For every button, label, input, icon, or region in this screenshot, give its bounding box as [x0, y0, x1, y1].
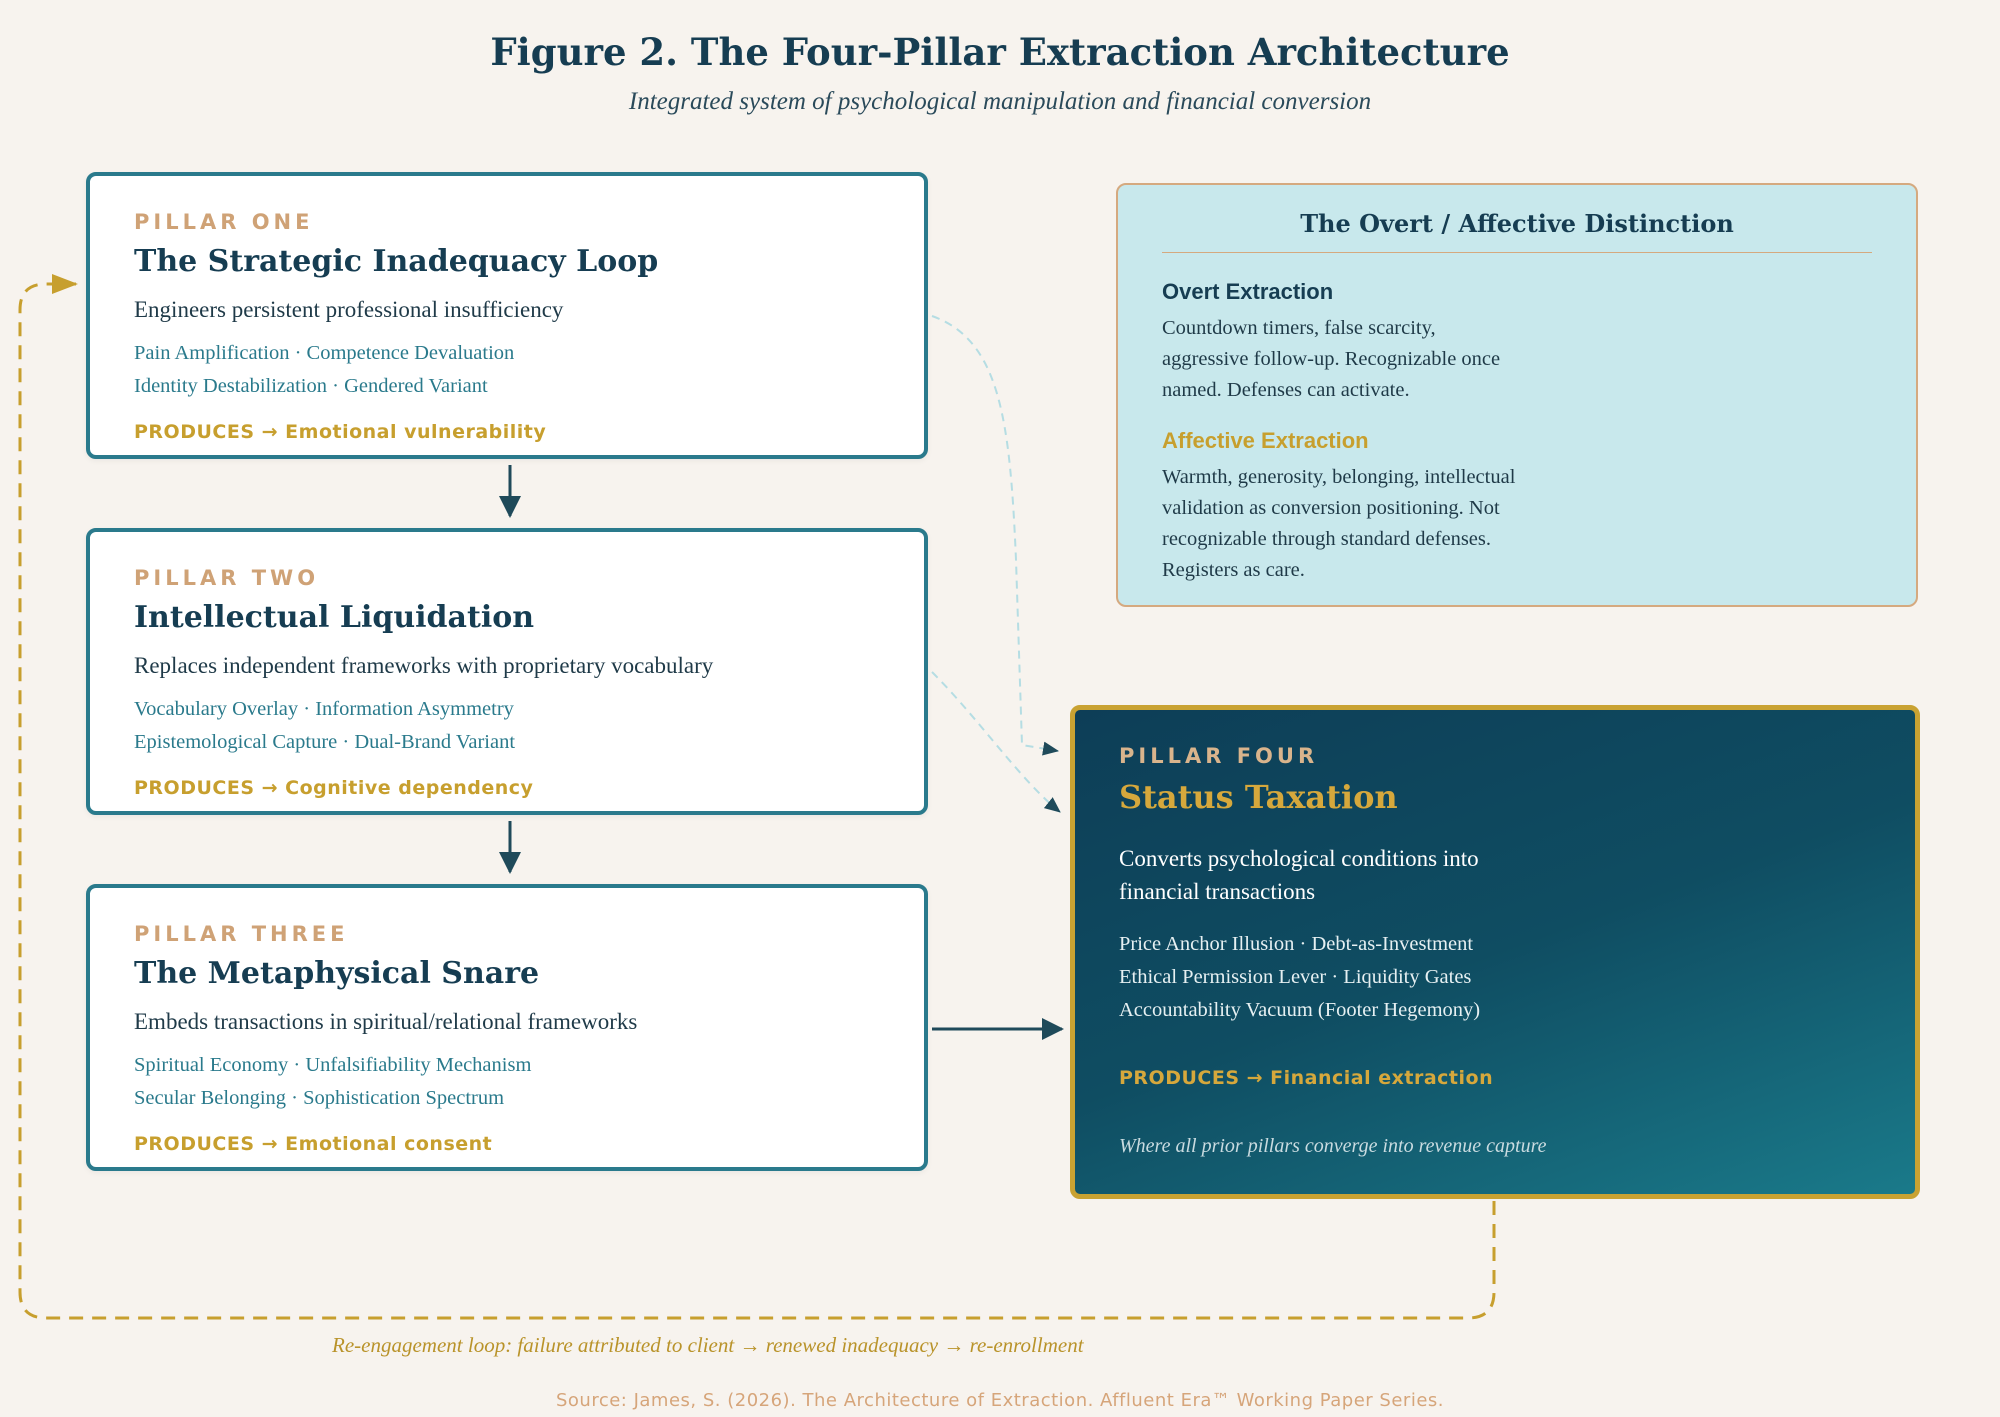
pillar-two-kicker: PILLAR TWO [134, 566, 320, 590]
pillar-three-description: Embeds transactions in spiritual/relational frameworks [134, 1009, 638, 1034]
distinction-panel [1116, 183, 1918, 607]
source-citation: Source: James, S. (2026). The Architecture of Extraction. Affluent Era™ Working Paper Series. [555, 1390, 1445, 1411]
pillar-three-name: The Metaphysical Snare [134, 956, 540, 991]
pillar-one-name: The Strategic Inadequacy Loop [134, 244, 659, 279]
pillar-four-caption: Where all prior pillars converge into revenue capture [1119, 1135, 1547, 1157]
pillar-four-produces: PRODUCES → Financial extraction [1119, 1067, 1494, 1089]
dashed-link-pillar2-to-pillar4 [932, 672, 1060, 812]
pillar-three-tags-line1: Spiritual Economy · Unfalsifiability Mechanism [134, 1054, 532, 1076]
dashed-link-pillar1-to-pillar4 [932, 316, 1058, 751]
overt-extraction-body: Countdown timers, false scarcity, aggressive follow-up. Recognizable once named. Defenses can activate. [1162, 317, 1501, 401]
pillar-one-description: Engineers persistent professional insufficiency [134, 297, 564, 322]
pillar-one-tags-line1: Pain Amplification · Competence Devaluation [134, 342, 515, 364]
pillar-one-kicker: PILLAR ONE [134, 210, 314, 234]
pillar-two-card [86, 528, 928, 815]
pillar-three-tags-line2: Secular Belonging · Sophistication Spectrum [134, 1087, 505, 1109]
re-engagement-loop-label: Re-engagement loop: failure attributed to client → renewed inadequacy → re-enrollment [332, 1333, 1084, 1357]
pillar-three-card [86, 884, 928, 1171]
pillar-two-produces: PRODUCES → Cognitive dependency [134, 777, 534, 799]
pillar-two-description: Replaces independent frameworks with proprietary vocabulary [134, 653, 714, 678]
pillar-three-kicker: PILLAR THREE [134, 922, 349, 946]
pillar-four-tags-line2: Ethical Permission Lever · Liquidity Gates [1119, 966, 1472, 988]
pillar-one-tags [134, 337, 880, 403]
pillar-one-card [86, 172, 928, 459]
pillar-four-name: Status Taxation [1119, 778, 1398, 816]
pillar-three-tags [134, 1049, 880, 1115]
pillar-two-tags-line2: Epistemological Capture · Dual-Brand Variant [134, 731, 516, 753]
affective-extraction-body: Warmth, generosity, belonging, intellectual validation as conversion positioning. Not recognizable through standard defenses. Registers as care. [1162, 466, 1516, 581]
pillar-four-kicker: PILLAR FOUR [1119, 744, 1319, 768]
pillar-two-tags [134, 693, 880, 759]
pillar-four-tags-line1: Price Anchor Illusion · Debt-as-Investment [1119, 933, 1474, 955]
affective-extraction-heading: Affective Extraction [1162, 428, 1369, 453]
pillar-four-description: Converts psychological conditions into financial transactions [1119, 846, 1479, 904]
pillar-two-tags-line1: Vocabulary Overlay · Information Asymmetry [134, 698, 514, 720]
pillar-four-tags [1119, 928, 1871, 1027]
distinction-title: The Overt / Affective Distinction [1162, 209, 1872, 253]
figure-subtitle: Integrated system of psychological manipulation and financial conversion [628, 88, 1372, 115]
pillar-one-tags-line2: Identity Destabilization · Gendered Variant [134, 375, 488, 397]
pillar-three-produces: PRODUCES → Emotional consent [134, 1133, 493, 1155]
pillar-one-produces: PRODUCES → Emotional vulnerability [134, 421, 547, 443]
pillar-four-card [1070, 705, 1920, 1199]
overt-extraction-heading: Overt Extraction [1162, 279, 1334, 304]
pillar-four-tags-line3: Accountability Vacuum (Footer Hegemony) [1119, 999, 1481, 1021]
pillar-two-name: Intellectual Liquidation [134, 600, 535, 635]
figure-title: Figure 2. The Four-Pillar Extraction Architecture [490, 30, 1510, 74]
